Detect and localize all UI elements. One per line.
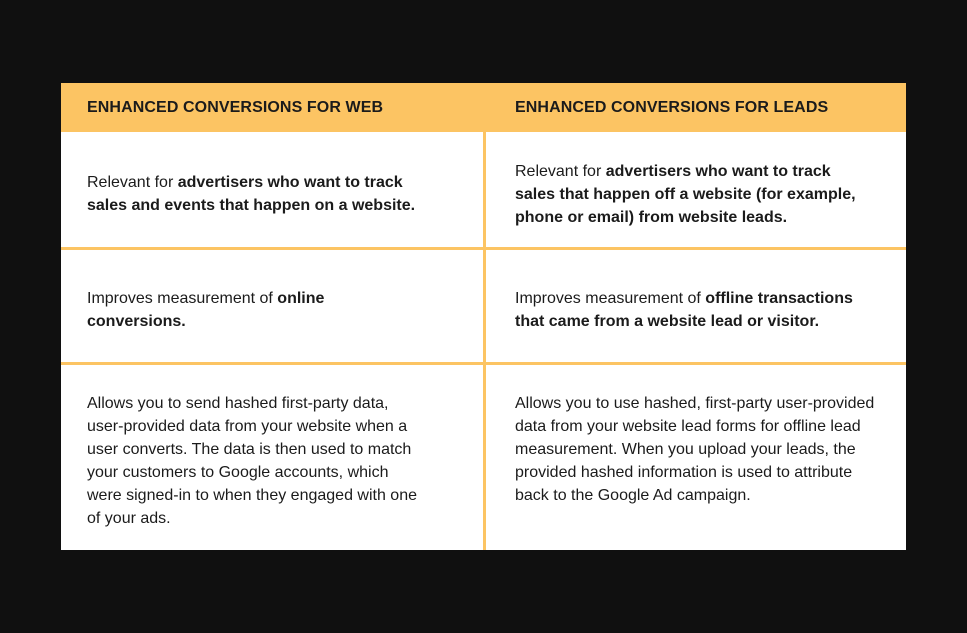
cell-web-description: Allows you to send hashed first-party data, user-provided data from your website when a user converts. The data is then used to match your customers to Google accounts, which were signed-in to when they engaged with one of your ads. [87,395,417,527]
row-divider-2 [61,362,906,365]
comparison-table [61,83,906,550]
header-web: ENHANCED CONVERSIONS FOR WEB [87,99,384,116]
column-divider [483,132,486,550]
cell-leads-relevance-bold: advertisers who want to track sales that happen off a website (for example, phone or email) from website leads. [515,163,856,226]
header-leads: ENHANCED CONVERSIONS FOR LEADS [515,99,829,116]
table-header [61,83,906,132]
cell-web-relevance-bold: advertisers who want to track sales and events that happen on a website. [87,174,416,214]
cell-leads-relevance-plain: Relevant for [515,163,606,180]
cell-web-measurement-plain: Improves measurement of [87,290,278,307]
cell-web-relevance-plain: Relevant for [87,174,178,191]
cell-web-measurement [87,287,357,333]
cell-leads-measurement-plain: Improves measurement of [515,290,706,307]
cell-web-relevance [87,171,422,217]
cell-leads-relevance [515,160,867,229]
cell-leads-description: Allows you to use hashed, first-party user-provided data from your website lead forms for offline lead measurement. When you upload your leads, the provided hashed information is used to attribute back to the Google Ad campaign. [515,395,875,504]
cell-web-measurement-bold: online conversions. [87,290,325,330]
cell-leads-measurement [515,287,875,333]
row-divider-1 [61,247,906,250]
cell-leads-measurement-bold: offline transactions that came from a website lead or visitor. [515,290,853,330]
